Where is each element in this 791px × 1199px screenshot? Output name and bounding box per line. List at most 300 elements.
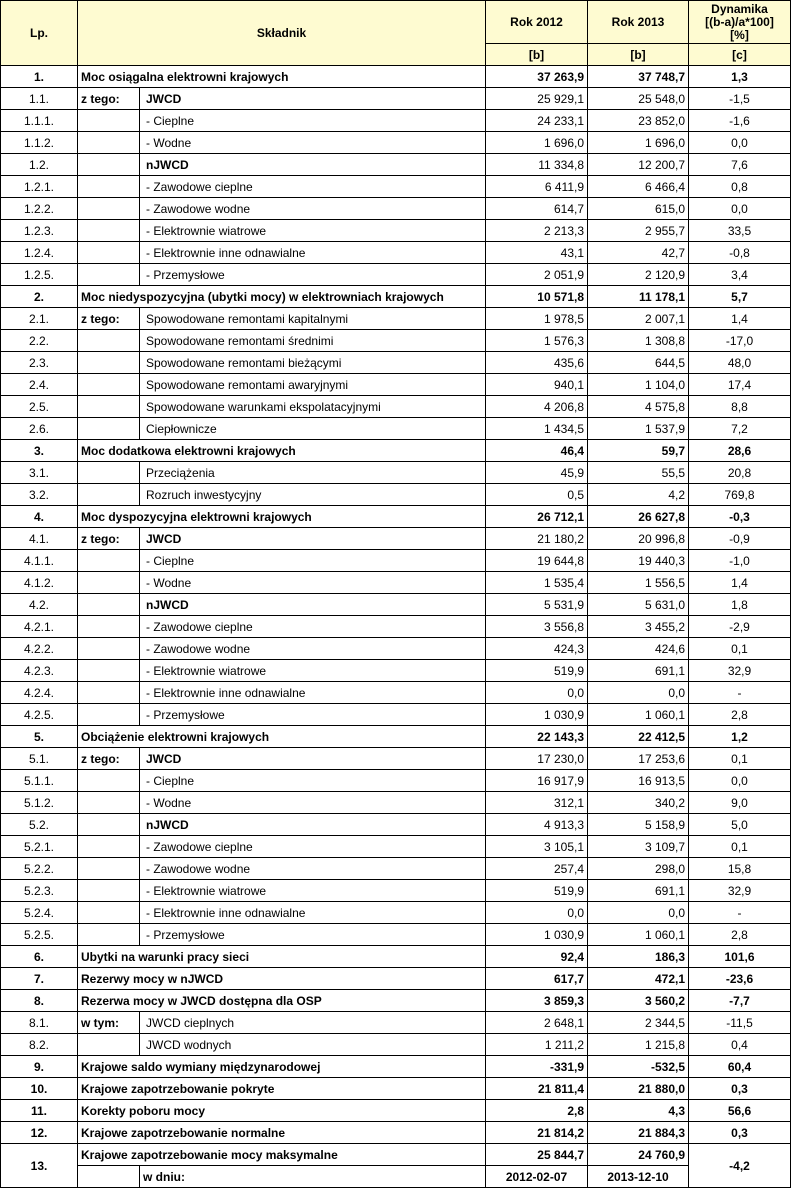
row-prefix [78, 682, 140, 704]
table-row [1, 814, 791, 836]
row-lp: 5.2.5. [1, 924, 78, 946]
row-prefix [78, 858, 140, 880]
row-label: Krajowe zapotrzebowanie normalne [78, 1122, 486, 1144]
row-prefix [78, 176, 140, 198]
table-row [1, 550, 791, 572]
row-prefix [78, 132, 140, 154]
row-label: - Elektrownie inne odnawialne [140, 902, 486, 924]
row-lp: 1.2.5. [1, 264, 78, 286]
row-lp: 4.2.5. [1, 704, 78, 726]
row-prefix [78, 660, 140, 682]
header-dynamika-unit: [%] [730, 27, 749, 42]
row-lp: 1.1.2. [1, 132, 78, 154]
row-prefix [78, 198, 140, 220]
row-value-2012: 1 030,9 [486, 924, 588, 946]
row-value-2013: 0,0 [588, 682, 689, 704]
row-value-2013: 1 060,1 [588, 704, 689, 726]
row-label: Spowodowane remontami kapitalnymi [140, 308, 486, 330]
row-prefix: z tego: [78, 528, 140, 550]
row-label: Rozruch inwestycyjny [140, 484, 486, 506]
row-value-2012: 25 844,7 [486, 1144, 588, 1166]
row-value-2013: 691,1 [588, 880, 689, 902]
row-value-2013: 1 104,0 [588, 374, 689, 396]
row-label: - Zawodowe cieplne [140, 176, 486, 198]
row-label: Spowodowane remontami średnimi [140, 330, 486, 352]
table-row [1, 440, 791, 462]
row-value-2013: 4,3 [588, 1100, 689, 1122]
row-value-2012: 3 105,1 [486, 836, 588, 858]
table-row [1, 308, 791, 330]
row-lp: 2.6. [1, 418, 78, 440]
row-prefix [78, 352, 140, 374]
row-label: - Zawodowe wodne [140, 638, 486, 660]
row-dynamika: 8,8 [689, 396, 791, 418]
table-row [1, 66, 791, 88]
row-label: Spowodowane warunkami ekspolatacyjnymi [140, 396, 486, 418]
row-dynamika: 101,6 [689, 946, 791, 968]
row-value-2012: 1 030,9 [486, 704, 588, 726]
row-label: - Zawodowe cieplne [140, 616, 486, 638]
table-row [1, 418, 791, 440]
row-lp: 12. [1, 1122, 78, 1144]
row-lp: 5.1.1. [1, 770, 78, 792]
row-value-2012: 1 978,5 [486, 308, 588, 330]
row-value-2013: 24 760,9 [588, 1144, 689, 1166]
row-label: Spowodowane remontami awaryjnymi [140, 374, 486, 396]
row-value-2012: 21 180,2 [486, 528, 588, 550]
row-label: Rezerwy mocy w nJWCD [78, 968, 486, 990]
row-label: Przeciążenia [140, 462, 486, 484]
row-lp: 2.3. [1, 352, 78, 374]
row-value-2013: 23 852,0 [588, 110, 689, 132]
row-prefix [78, 550, 140, 572]
table-row [1, 924, 791, 946]
row-lp: 8.1. [1, 1012, 78, 1034]
row-value-2013: 37 748,7 [588, 66, 689, 88]
row-label: Moc dodatkowa elektrowni krajowych [78, 440, 486, 462]
row-prefix: z tego: [78, 308, 140, 330]
row-lp: 1.2.2. [1, 198, 78, 220]
row-dynamika: -0,8 [689, 242, 791, 264]
row-value-2013: 1 537,9 [588, 418, 689, 440]
row-value-2013: 25 548,0 [588, 88, 689, 110]
row-dynamika: 0,8 [689, 176, 791, 198]
row-dynamika: 60,4 [689, 1056, 791, 1078]
header-dynamika-formula: [(b-a)/a*100] [705, 14, 774, 29]
row-value-2012: 2,8 [486, 1100, 588, 1122]
row-dynamika: 0,1 [689, 836, 791, 858]
header-skladnik: Składnik [78, 1, 486, 66]
row-value-2013: 5 631,0 [588, 594, 689, 616]
row-prefix: z tego: [78, 748, 140, 770]
row-lp: 4.2.2. [1, 638, 78, 660]
row-value-2013: 1 556,5 [588, 572, 689, 594]
header-col-b-2012: [b] [486, 44, 588, 66]
row-value-2013: 16 913,5 [588, 770, 689, 792]
row-dynamika: 32,9 [689, 880, 791, 902]
row-label: - Cieplne [140, 110, 486, 132]
row-prefix [78, 902, 140, 924]
row-value-2012: 3 556,8 [486, 616, 588, 638]
row-label: - Przemysłowe [140, 924, 486, 946]
table-row [1, 88, 791, 110]
row-value-2012: 21 814,2 [486, 1122, 588, 1144]
row-prefix [78, 154, 140, 176]
row-value-2013: 55,5 [588, 462, 689, 484]
row-lp: 4. [1, 506, 78, 528]
row-prefix [78, 242, 140, 264]
table-row [1, 638, 791, 660]
row-label: JWCD wodnych [140, 1034, 486, 1056]
row-prefix [78, 836, 140, 858]
table-row [1, 968, 791, 990]
row-dynamika: -7,7 [689, 990, 791, 1012]
table-row [1, 836, 791, 858]
row-value-2012: 1 434,5 [486, 418, 588, 440]
table-row [1, 660, 791, 682]
table-row [1, 484, 791, 506]
row-value-2013: 691,1 [588, 660, 689, 682]
table-row [1, 286, 791, 308]
row-label: - Elektrownie wiatrowe [140, 220, 486, 242]
row-dynamika: 0,0 [689, 198, 791, 220]
row-label: Spowodowane remontami bieżącymi [140, 352, 486, 374]
row-lp: 5.2.3. [1, 880, 78, 902]
table-row [1, 682, 791, 704]
row-value-2012: 37 263,9 [486, 66, 588, 88]
row-prefix [78, 330, 140, 352]
table-row [1, 176, 791, 198]
row-dynamika: 1,4 [689, 308, 791, 330]
row-prefix [78, 110, 140, 132]
table-row [1, 1078, 791, 1100]
row-dynamika: -17,0 [689, 330, 791, 352]
row-lp: 11. [1, 1100, 78, 1122]
row-prefix [78, 1166, 140, 1188]
row-value-2013: 12 200,7 [588, 154, 689, 176]
row-lp: 4.1. [1, 528, 78, 550]
row-value-2013: 340,2 [588, 792, 689, 814]
row-lp: 5. [1, 726, 78, 748]
row-prefix [78, 924, 140, 946]
header-dynamika [689, 1, 791, 44]
table-row [1, 616, 791, 638]
row-value-2013: 2 955,7 [588, 220, 689, 242]
row-label: Ubytki na warunki pracy sieci [78, 946, 486, 968]
row-dynamika: -4,2 [689, 1144, 791, 1188]
row-value-2013: 59,7 [588, 440, 689, 462]
header-rok-2013: Rok 2013 [588, 1, 689, 44]
table-row [1, 1012, 791, 1034]
row-dynamika: -0,3 [689, 506, 791, 528]
row-dynamika: 20,8 [689, 462, 791, 484]
row-label: - Wodne [140, 132, 486, 154]
row-lp: 2.1. [1, 308, 78, 330]
row-value-2013: 4 575,8 [588, 396, 689, 418]
row-value-2013: 3 560,2 [588, 990, 689, 1012]
row-dynamika: -2,9 [689, 616, 791, 638]
row-value-2013: 644,5 [588, 352, 689, 374]
row-lp: 6. [1, 946, 78, 968]
table-row [1, 154, 791, 176]
row-dynamika: -1,6 [689, 110, 791, 132]
table-row [1, 748, 791, 770]
row-value-2013: 21 884,3 [588, 1122, 689, 1144]
row-value-2012: 10 571,8 [486, 286, 588, 308]
row-label: Krajowe saldo wymiany międzynarodowej [78, 1056, 486, 1078]
row-sub-label: w dniu: [140, 1166, 486, 1188]
row-value-2013: 1 060,1 [588, 924, 689, 946]
header-col-c: [c] [689, 44, 791, 66]
row-label: - Cieplne [140, 550, 486, 572]
row-dynamika: 2,8 [689, 704, 791, 726]
table-row [1, 902, 791, 924]
row-lp: 4.2.1. [1, 616, 78, 638]
row-dynamika: 2,8 [689, 924, 791, 946]
row-dynamika: 56,6 [689, 1100, 791, 1122]
row-label: - Elektrownie wiatrowe [140, 660, 486, 682]
row-value-2013: 615,0 [588, 198, 689, 220]
row-value-2013: 20 996,8 [588, 528, 689, 550]
row-label: nJWCD [140, 814, 486, 836]
row-lp: 2.4. [1, 374, 78, 396]
table-row [1, 352, 791, 374]
row-label: - Wodne [140, 792, 486, 814]
row-value-2012: 26 712,1 [486, 506, 588, 528]
row-prefix [78, 462, 140, 484]
row-dynamika: 0,3 [689, 1078, 791, 1100]
row-lp: 1.2.4. [1, 242, 78, 264]
row-dynamika: 1,8 [689, 594, 791, 616]
row-lp: 3. [1, 440, 78, 462]
row-lp: 2.2. [1, 330, 78, 352]
row-dynamika: 9,0 [689, 792, 791, 814]
row-value-2012: 1 576,3 [486, 330, 588, 352]
table-row [1, 1122, 791, 1144]
row-value-2013: 6 466,4 [588, 176, 689, 198]
row-dynamika: - [689, 902, 791, 924]
row-label: - Elektrownie inne odnawialne [140, 682, 486, 704]
row-label: Moc osiągalna elektrowni krajowych [78, 66, 486, 88]
row-value-2012: 4 913,3 [486, 814, 588, 836]
row-prefix [78, 792, 140, 814]
row-value-2012: -331,9 [486, 1056, 588, 1078]
row-lp: 7. [1, 968, 78, 990]
row-lp: 1.2. [1, 154, 78, 176]
row-lp: 8.2. [1, 1034, 78, 1056]
table-row [1, 1034, 791, 1056]
row-dynamika: 28,6 [689, 440, 791, 462]
row-value-2012: 16 917,9 [486, 770, 588, 792]
row-value-2012: 312,1 [486, 792, 588, 814]
row-dynamika: 0,0 [689, 132, 791, 154]
row-prefix [78, 396, 140, 418]
row-lp: 2. [1, 286, 78, 308]
row-value-2013: 2 120,9 [588, 264, 689, 286]
row-label: - Elektrownie inne odnawialne [140, 242, 486, 264]
row-value-2012: 19 644,8 [486, 550, 588, 572]
row-value-2013: 2 344,5 [588, 1012, 689, 1034]
row-value-2012: 46,4 [486, 440, 588, 462]
row-dynamika: 1,4 [689, 572, 791, 594]
row-value-2013: 0,0 [588, 902, 689, 924]
row-value-2013: 42,7 [588, 242, 689, 264]
row-label: - Wodne [140, 572, 486, 594]
row-label: Obciążenie elektrowni krajowych [78, 726, 486, 748]
row-prefix [78, 418, 140, 440]
table-row [1, 594, 791, 616]
row-lp: 3.2. [1, 484, 78, 506]
row-dynamika: 0,4 [689, 1034, 791, 1056]
row-lp: 3.1. [1, 462, 78, 484]
table-row [1, 528, 791, 550]
row-value-2013: -532,5 [588, 1056, 689, 1078]
row-dynamika: 0,1 [689, 748, 791, 770]
row-label: - Przemysłowe [140, 704, 486, 726]
row-value-2013: 3 455,2 [588, 616, 689, 638]
row-label: Krajowe zapotrzebowanie pokryte [78, 1078, 486, 1100]
row-label: JWCD [140, 528, 486, 550]
row-lp: 5.1. [1, 748, 78, 770]
table-row [1, 462, 791, 484]
row-value-2012: 424,3 [486, 638, 588, 660]
row-prefix [78, 264, 140, 286]
row-prefix: w tym: [78, 1012, 140, 1034]
row-dynamika: -23,6 [689, 968, 791, 990]
row-label: JWCD cieplnych [140, 1012, 486, 1034]
row-value-2012: 5 531,9 [486, 594, 588, 616]
row-lp: 1. [1, 66, 78, 88]
row-dynamika: -1,0 [689, 550, 791, 572]
row-value-2013: 19 440,3 [588, 550, 689, 572]
row-prefix [78, 770, 140, 792]
row-prefix [78, 814, 140, 836]
row-label: nJWCD [140, 154, 486, 176]
row-label: - Zawodowe cieplne [140, 836, 486, 858]
row-value-2012: 2 213,3 [486, 220, 588, 242]
row-prefix [78, 484, 140, 506]
table-row [1, 770, 791, 792]
row-dynamika: 0,3 [689, 1122, 791, 1144]
row-value-2012: 24 233,1 [486, 110, 588, 132]
row-value-2012: 17 230,0 [486, 748, 588, 770]
row-label: nJWCD [140, 594, 486, 616]
row-value-2013: 472,1 [588, 968, 689, 990]
row-value-2012: 617,7 [486, 968, 588, 990]
row-label: JWCD [140, 748, 486, 770]
row-value-2012: 2 648,1 [486, 1012, 588, 1034]
row-lp: 2.5. [1, 396, 78, 418]
row-value-2012: 6 411,9 [486, 176, 588, 198]
row-label: Korekty poboru mocy [78, 1100, 486, 1122]
row-label: - Zawodowe wodne [140, 858, 486, 880]
header-dynamika-title: Dynamika [711, 1, 768, 16]
header-col-b-2013: [b] [588, 44, 689, 66]
table-row [1, 726, 791, 748]
row-value-2012: 1 696,0 [486, 132, 588, 154]
row-label: Krajowe zapotrzebowanie mocy maksymalne [78, 1144, 486, 1166]
row-value-2012: 614,7 [486, 198, 588, 220]
row-dynamika: -0,9 [689, 528, 791, 550]
row-label: Ciepłownicze [140, 418, 486, 440]
row-value-2013: 1 696,0 [588, 132, 689, 154]
row-dynamika: -1,5 [689, 88, 791, 110]
row-value-2012: 519,9 [486, 660, 588, 682]
header-rok-2012: Rok 2012 [486, 1, 588, 44]
table-row [1, 880, 791, 902]
table-row [1, 858, 791, 880]
row-prefix [78, 880, 140, 902]
row-dynamika: 769,8 [689, 484, 791, 506]
row-dynamika: 7,6 [689, 154, 791, 176]
row-dynamika: 15,8 [689, 858, 791, 880]
row-prefix [78, 374, 140, 396]
row-dynamika: 0,0 [689, 770, 791, 792]
row-lp: 13. [1, 1144, 78, 1188]
table-row-13 [1, 1144, 791, 1166]
row-value-2013: 22 412,5 [588, 726, 689, 748]
row-value-2012: 22 143,3 [486, 726, 588, 748]
row-dynamika: 17,4 [689, 374, 791, 396]
row-lp: 1.1.1. [1, 110, 78, 132]
row-value-2013: 298,0 [588, 858, 689, 880]
table-row [1, 132, 791, 154]
row-value-2013: 186,3 [588, 946, 689, 968]
row-value-2012: 0,0 [486, 682, 588, 704]
table-row [1, 264, 791, 286]
row-dynamika: 7,2 [689, 418, 791, 440]
row-lp: 4.1.1. [1, 550, 78, 572]
row-value-2013: 1 308,8 [588, 330, 689, 352]
row-value-2012: 25 929,1 [486, 88, 588, 110]
row-lp: 5.2.1. [1, 836, 78, 858]
row-dynamika: -11,5 [689, 1012, 791, 1034]
table-row [1, 198, 791, 220]
row-prefix [78, 220, 140, 242]
row-lp: 5.2.4. [1, 902, 78, 924]
row-prefix [78, 572, 140, 594]
row-dynamika: 5,0 [689, 814, 791, 836]
row-value-2012: 0,5 [486, 484, 588, 506]
row-value-2012: 435,6 [486, 352, 588, 374]
row-lp: 5.2. [1, 814, 78, 836]
table-row [1, 1056, 791, 1078]
row-value-2012: 2 051,9 [486, 264, 588, 286]
table-row [1, 572, 791, 594]
row-prefix: z tego: [78, 88, 140, 110]
header-lp: Lp. [1, 1, 78, 66]
row-value-2012: 1 211,2 [486, 1034, 588, 1056]
row-prefix [78, 594, 140, 616]
row-label: Moc dyspozycyjna elektrowni krajowych [78, 506, 486, 528]
row-value-2013: 17 253,6 [588, 748, 689, 770]
row-value-2012: 1 535,4 [486, 572, 588, 594]
row-value-2013: 11 178,1 [588, 286, 689, 308]
row-dynamika: 33,5 [689, 220, 791, 242]
row-dynamika: 5,7 [689, 286, 791, 308]
header-row [1, 1, 791, 44]
row-value-2012: 43,1 [486, 242, 588, 264]
row-prefix [78, 638, 140, 660]
row-lp: 10. [1, 1078, 78, 1100]
row-value-2012: 3 859,3 [486, 990, 588, 1012]
row-value-2013: 2 007,1 [588, 308, 689, 330]
row-lp: 5.2.2. [1, 858, 78, 880]
table-row-13-date [1, 1166, 791, 1188]
row-lp: 1.2.1. [1, 176, 78, 198]
table-row [1, 1100, 791, 1122]
row-dynamika: 3,4 [689, 264, 791, 286]
